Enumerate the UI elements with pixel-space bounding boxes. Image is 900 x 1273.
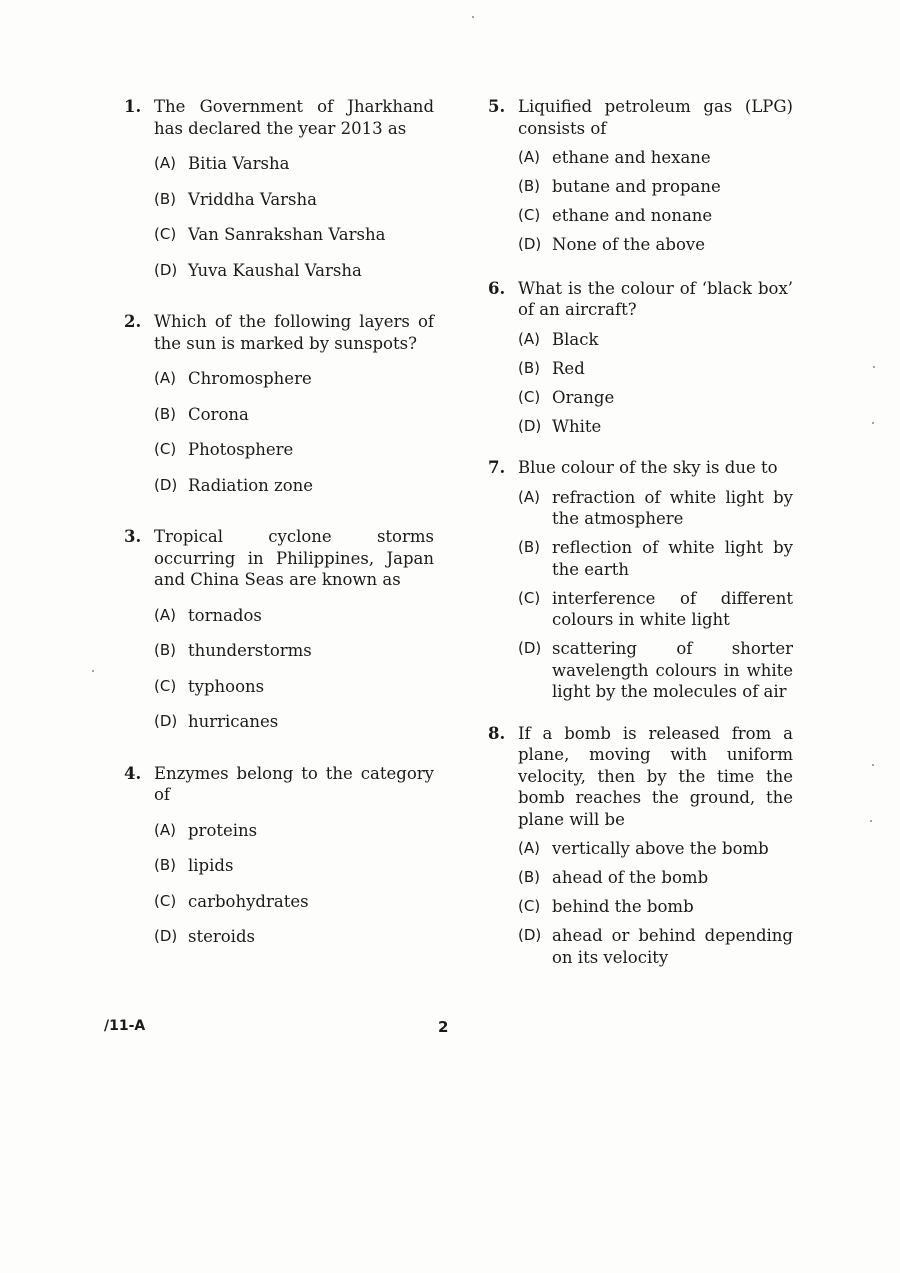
- option-c: [518, 387, 793, 409]
- options-list: [518, 838, 793, 968]
- option-letter: (D): [518, 416, 542, 435]
- option-text: Van Sanrakshan Varsha: [188, 225, 386, 244]
- option-a: [154, 153, 434, 175]
- option-text: proteins: [188, 820, 258, 840]
- option-c: [154, 676, 434, 698]
- option-text: ahead of the bomb: [552, 868, 709, 887]
- option-letter: (A): [518, 329, 540, 348]
- option-letter: (A): [518, 839, 540, 857]
- option-letter: (C): [518, 387, 541, 406]
- question-text: Tropical cyclone storms occurring in Philippines, Japan and China Seas are known as: [154, 527, 434, 589]
- option-letter: (B): [518, 177, 540, 195]
- option-a: [154, 820, 434, 842]
- option-text: Photosphere: [188, 440, 294, 459]
- option-text: refraction of white light by the atmosphere: [552, 487, 793, 528]
- option-a: [518, 147, 793, 169]
- option-text: Red: [552, 358, 585, 378]
- option-text: lipids: [188, 856, 234, 875]
- option-c: [154, 224, 434, 246]
- option-text: Radiation zone: [188, 475, 314, 495]
- paper-code: /11-A: [104, 1018, 146, 1034]
- option-letter: (C): [518, 206, 541, 224]
- scan-speck: [873, 366, 875, 368]
- options-list: [154, 153, 434, 281]
- option-text: Vriddha Varsha: [188, 189, 317, 209]
- option-text: thunderstorms: [188, 641, 312, 660]
- option-c: [154, 891, 434, 913]
- option-letter: (B): [518, 868, 540, 886]
- options-list: [154, 605, 434, 733]
- question-number: 2.: [124, 312, 142, 331]
- option-letter: (A): [154, 154, 176, 172]
- right-column: [488, 96, 793, 976]
- option-text: Black: [552, 329, 599, 349]
- option-text: Orange: [552, 387, 615, 407]
- question-number: 1.: [124, 97, 142, 116]
- scan-speck: [92, 670, 94, 672]
- option-a: [154, 605, 434, 627]
- option-b: [518, 537, 793, 580]
- option-b: [154, 189, 434, 211]
- option-letter: (C): [154, 440, 177, 458]
- option-letter: (D): [518, 639, 542, 657]
- option-text: None of the above: [552, 235, 705, 254]
- option-text: hurricanes: [188, 712, 279, 731]
- question-7: [488, 457, 793, 703]
- option-letter: (B): [154, 189, 176, 208]
- option-letter: (B): [154, 404, 176, 423]
- options-list: [154, 820, 434, 948]
- option-text: interference of different colours in white light: [552, 588, 793, 629]
- question-4: [124, 763, 434, 948]
- options-list: [518, 147, 793, 256]
- option-letter: (D): [154, 475, 178, 494]
- option-d: [154, 926, 434, 948]
- option-b: [518, 176, 793, 198]
- question-number: 3.: [124, 527, 142, 546]
- option-a: [518, 329, 793, 351]
- option-text: behind the bomb: [552, 897, 694, 916]
- question-1: [124, 96, 434, 281]
- scan-speck: [870, 820, 872, 822]
- option-b: [154, 640, 434, 662]
- option-d: [518, 416, 793, 438]
- option-text: Corona: [188, 404, 249, 424]
- option-d: [518, 638, 793, 703]
- scan-speck: [872, 764, 874, 766]
- option-c: [518, 205, 793, 227]
- option-text: scattering of shorter wavelength colours in white light by the molecules of air: [552, 639, 793, 701]
- option-text: tornados: [188, 605, 262, 625]
- option-letter: (C): [154, 676, 177, 695]
- option-b: [154, 855, 434, 877]
- question-number: 7.: [488, 458, 506, 477]
- option-text: ahead or behind depending on its velocity: [552, 926, 793, 967]
- option-text: White: [552, 416, 602, 436]
- question-text: What is the colour of ‘black box’ of an aircraft?: [518, 278, 793, 319]
- option-b: [154, 404, 434, 426]
- question-text: Which of the following layers of the sun is marked by sunspots?: [154, 312, 434, 353]
- options-list: [154, 368, 434, 496]
- question-number: 6.: [488, 278, 506, 298]
- option-text: butane and propane: [552, 177, 721, 196]
- option-text: reflection of white light by the earth: [552, 538, 793, 579]
- option-d: [154, 475, 434, 497]
- options-list: [518, 329, 793, 438]
- option-d: [154, 711, 434, 733]
- option-d: [154, 260, 434, 282]
- question-text: Blue colour of the sky is due to: [518, 458, 778, 477]
- option-letter: (C): [154, 891, 177, 910]
- option-d: [518, 925, 793, 968]
- question-text: Liquified petroleum gas (LPG) consists of: [518, 97, 793, 138]
- option-letter: (B): [154, 641, 176, 659]
- option-c: [518, 588, 793, 631]
- option-letter: (A): [518, 487, 540, 506]
- option-c: [154, 439, 434, 461]
- option-text: carbohydrates: [188, 891, 309, 911]
- question-number: 5.: [488, 97, 506, 116]
- question-text: If a bomb is released from a plane, moving with uniform velocity, then by the time the bomb reaches the ground, the plane will be: [518, 723, 793, 829]
- option-letter: (B): [518, 538, 540, 556]
- question-number: 8.: [488, 723, 506, 743]
- option-text: steroids: [188, 927, 255, 946]
- question-2: [124, 311, 434, 496]
- option-letter: (B): [154, 856, 176, 874]
- option-a: [518, 838, 793, 860]
- option-letter: (C): [518, 588, 541, 607]
- left-column: [124, 96, 434, 962]
- question-8: [488, 723, 793, 969]
- option-letter: (C): [154, 225, 177, 243]
- question-text: The Government of Jharkhand has declared the year 2013 as: [154, 97, 434, 138]
- option-d: [518, 234, 793, 256]
- options-list: [518, 487, 793, 703]
- question-3: [124, 526, 434, 733]
- option-text: ethane and nonane: [552, 206, 713, 225]
- scan-speck: [472, 16, 474, 18]
- option-text: vertically above the bomb: [552, 839, 769, 858]
- option-text: typhoons: [188, 676, 265, 696]
- option-a: [154, 368, 434, 390]
- option-b: [518, 358, 793, 380]
- option-text: ethane and hexane: [552, 148, 711, 167]
- option-letter: (D): [154, 260, 178, 279]
- option-letter: (D): [154, 927, 178, 945]
- question-6: [488, 278, 793, 438]
- option-text: Bitia Varsha: [188, 154, 290, 173]
- option-letter: (A): [154, 605, 176, 624]
- scan-speck: [872, 422, 874, 424]
- question-5: [488, 96, 793, 256]
- option-letter: (A): [154, 820, 176, 839]
- option-letter: (D): [518, 926, 542, 944]
- page-number: 2: [438, 1018, 449, 1036]
- option-letter: (A): [154, 369, 176, 387]
- option-c: [518, 896, 793, 918]
- option-text: Yuva Kaushal Varsha: [188, 260, 362, 280]
- option-letter: (C): [518, 897, 541, 915]
- option-letter: (A): [518, 148, 540, 166]
- option-letter: (D): [518, 235, 542, 253]
- question-number: 4.: [124, 763, 142, 783]
- option-letter: (D): [154, 712, 178, 730]
- option-letter: (B): [518, 358, 540, 377]
- option-b: [518, 867, 793, 889]
- option-text: Chromosphere: [188, 369, 312, 388]
- option-a: [518, 487, 793, 530]
- question-text: Enzymes belong to the category of: [154, 763, 434, 804]
